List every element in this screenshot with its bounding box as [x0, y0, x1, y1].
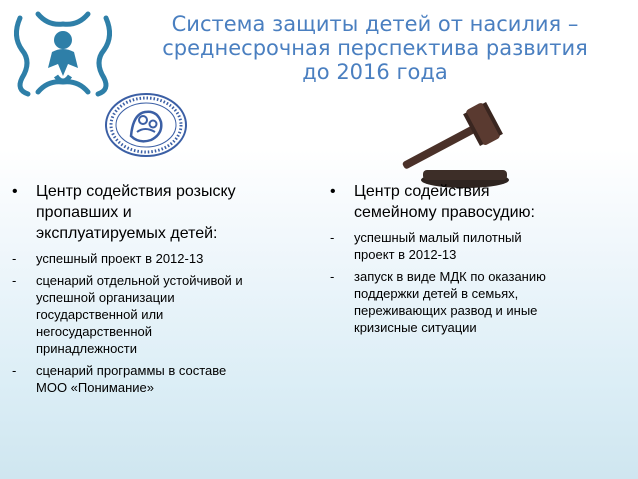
left-heading-line: Центр содействия розыску [36, 183, 236, 200]
list-item [330, 268, 630, 336]
right-main-bullet [330, 181, 630, 223]
list-item-line: кризисные ситуации [354, 320, 477, 335]
list-item-line: успешный малый пилотный [354, 230, 522, 245]
list-item [12, 362, 312, 396]
left-column [12, 181, 312, 401]
list-item [12, 250, 312, 267]
left-main-bullet [12, 181, 312, 244]
dash-marker: - [330, 230, 335, 245]
title-line-1: Система защиты детей от насилия – [171, 12, 579, 36]
list-item-line: сценарий отдельной устойчивой и [36, 273, 243, 288]
bullet-marker: • [330, 183, 336, 200]
list-item-line: переживающих развод и иные [354, 303, 538, 318]
dash-marker: - [12, 251, 17, 266]
right-heading-line: семейному правосудию: [354, 204, 535, 221]
list-item-line: негосударственной [36, 324, 153, 339]
list-item-line: успешный проект в 2012-13 [36, 251, 204, 266]
slide-title [140, 12, 610, 84]
list-item [330, 229, 630, 263]
title-line-3: до 2016 года [302, 60, 448, 84]
bullet-marker: • [12, 183, 18, 200]
gavel-icon [383, 100, 523, 190]
left-heading-line: пропавших и [36, 204, 132, 221]
dash-marker: - [12, 273, 17, 288]
list-item-line: сценарий программы в составе [36, 363, 227, 378]
dash-marker: - [330, 269, 335, 284]
left-heading [36, 181, 236, 244]
title-line-2: среднесрочная перспектива развития [162, 36, 588, 60]
list-item [12, 272, 312, 357]
center-stamp-icon [103, 92, 189, 158]
organization-logo-icon [8, 6, 118, 100]
right-column [330, 181, 630, 341]
right-heading [354, 181, 535, 223]
list-item-line: МОО «Понимание» [36, 380, 154, 395]
list-item-line: государственной или [36, 307, 164, 322]
left-heading-line: эксплуатируемых детей: [36, 225, 218, 242]
list-item-line: проект в 2012-13 [354, 247, 457, 262]
list-item-line: принадлежности [36, 341, 138, 356]
list-item-line: запуск в виде МДК по оказанию [354, 269, 546, 284]
right-heading-line: Центр содействия [354, 183, 490, 200]
dash-marker: - [12, 363, 17, 378]
list-item-line: успешной организации [36, 290, 175, 305]
list-item-line: поддержки детей в семьях, [354, 286, 519, 301]
